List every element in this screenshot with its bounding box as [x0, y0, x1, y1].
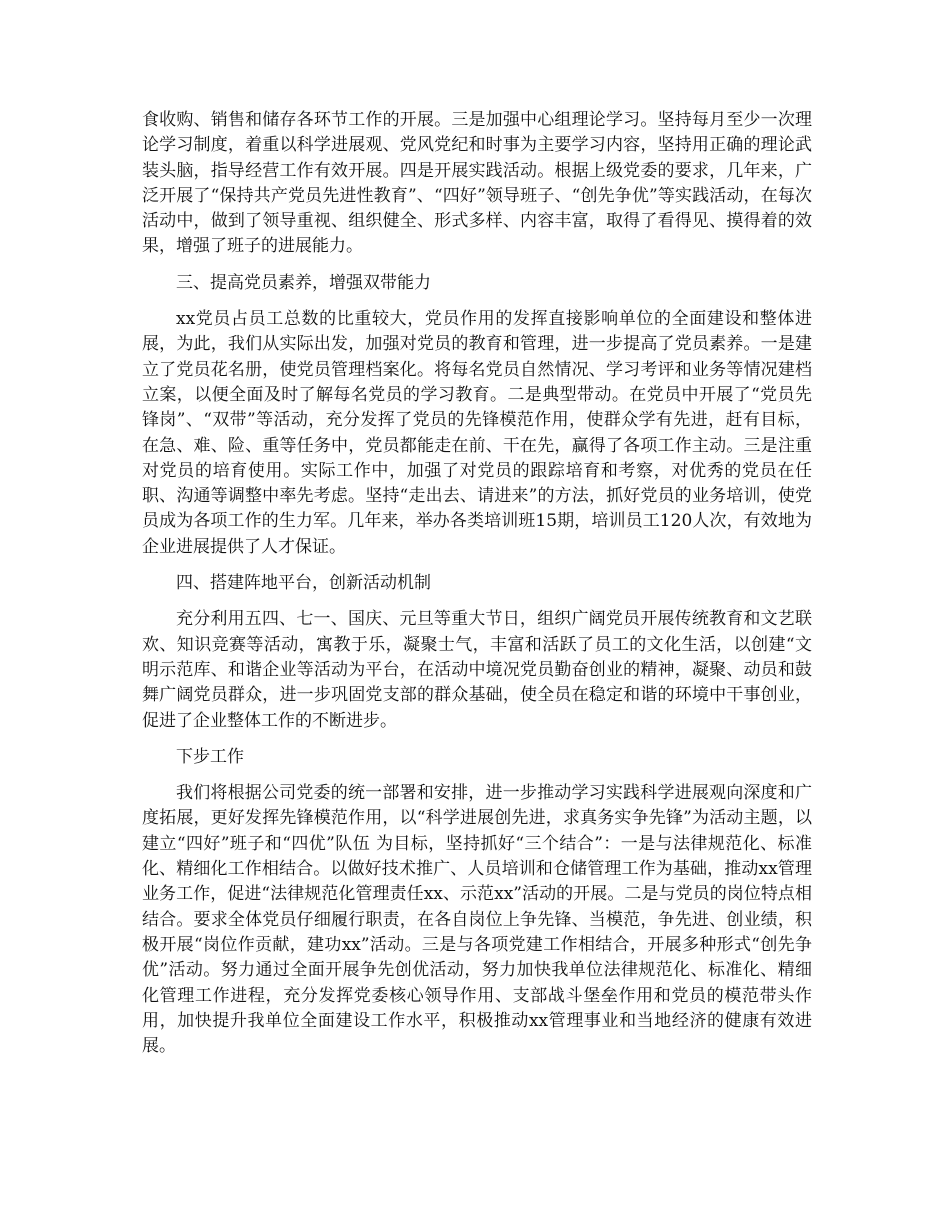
body-paragraph-4: 我们将根据公司党委的统一部署和安排，进一步推动学习实践科学进展观向深度和广度拓展，更好发挥先锋模范作用，以“科学进展创先进，求真务实争先锋”为活动主题，以建立“四好”班子和“四优”队伍 为目标，坚持抓好“三个结合”：一是与法律规范化、标准化、精细化工作相结合。以做好技术推广、人员培训和仓储管理工作为基础，推动xx管理业务工作，促进“法律规范化管理责任xx、示范xx”活动的开展。二是与党员的岗位特点相结合。要求全体党员仔细履行职责，在各自岗位上争先锋、当模范，争先进、创业绩，积极开展“岗位作贡献，建功xx”活动。三是与各项党建工作相结合，开展多种形式“创先争优”活动。努力通过全面开展争先创优活动，努力加快我单位法律规范化、标准化、精细化管理工作进程，充分发挥党委核心领导作用、支部战斗堡垒作用和党员的模范带头作用，加快提升我单位全面建设工作水平，积极推动xx管理事业和当地经济的健康有效进展。 [142, 783, 812, 1057]
body-paragraph-1: 食收购、销售和储存各环节工作的开展。三是加强中心组理论学习。坚持每月至少一次理论学习制度，着重以科学进展观、党风党纪和时事为主要学习内容，坚持用正确的理论武装头脑，指导经营工作有效开展。四是开展实践活动。根据上级党委的要求，几年来，广泛开展了“保持共产党员先进性教育”、“四好”领导班子、“创先争优”等实践活动，在每次活动中，做到了领导重视、组织健全、形式多样、内容丰富，取得了看得见、摸得着的效果，增强了班子的进展能力。 [142, 110, 812, 257]
document-page [142, 108, 812, 1070]
body-paragraph-2: xx党员占员工总数的比重较大，党员作用的发挥直接影响单位的全面建设和整体进展，为此，我们从实际出发，加强对党员的教育和管理，进一步提高了党员素养。一是建立了党员花名册，使党员管理档案化。将每名党员自然情况、学习考评和业务等情况建档立案，以便全面及时了解每名党员的学习教育。二是典型带动。在党员中开展了“党员先锋岗”、“双带”等活动，充分发挥了党员的先锋模范作用，使群众学有先进，赶有目标，在急、难、险、重等任务中，党员都能走在前、干在先，赢得了各项工作主动。三是注重对党员的培育使用。实际工作中，加强了对党员的跟踪培育和考察，对优秀的党员在任职、沟通等调整中率先考虑。坚持“走出去、请进来”的方法，抓好党员的业务培训，使党员成为各项工作的生力军。几年来，举办各类培训班15期，培训员工120人次，有效地为企业进展提供了人才保证。 [142, 309, 812, 557]
body-paragraph-3: 充分利用五四、七一、国庆、元旦等重大节日，组织广阔党员开展传统教育和文艺联欢、知识竞赛等活动，寓教于乐，凝聚士气，丰富和活跃了员工的文化生活，以创建“文明示范库、和谐企业等活动为平台，在活动中境况党员勤奋创业的精神，凝聚、动员和鼓舞广阔党员群众，进一步巩固党支部的群众基础，使全员在稳定和谐的环境中干事创业，促进了企业整体工作的不断进步。 [142, 609, 812, 731]
section-heading-next-steps: 下步工作 [176, 746, 244, 767]
section-heading-4: 四、搭建阵地平台，创新活动机制 [176, 573, 431, 594]
section-heading-3: 三、提高党员素养，增强双带能力 [176, 272, 431, 293]
